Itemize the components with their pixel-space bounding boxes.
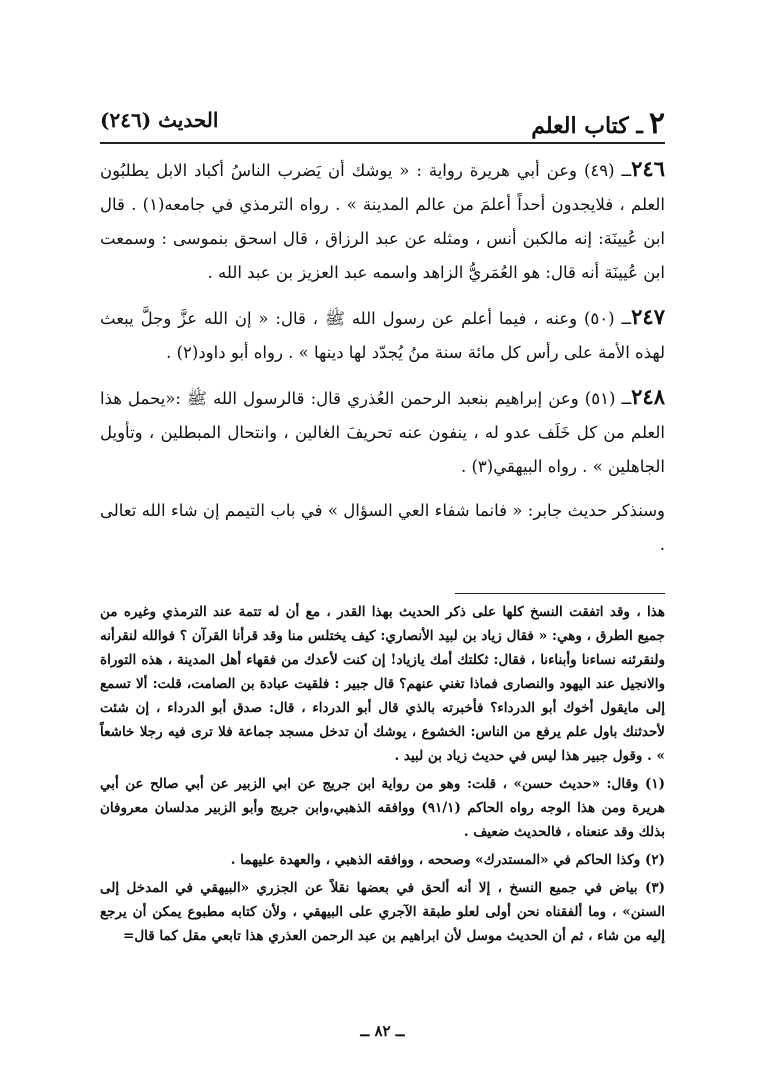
footnote-separator: [455, 593, 665, 594]
hadith-text: ــ (٥٠) وعنه ، فيما أعلم عن رسول الله ﷺ ، قال: « إن الله عزَّ وجلَّ يبعث لهذه الأمة على رأس كل مائة سنة منُ يُجدّد لها دينها » . رواه أبو داود(٢) .: [100, 309, 665, 362]
hadith-range: الحديث (٢٤٦): [100, 108, 219, 132]
hadith-text: ــ (٥١) وعن إبراهيم بنعبد الرحمن العُذري قال: قالرسول الله ﷺ :«يحمل هذا العلم من كل خَلَف عدو له ، ينفون عنه تحريفَ الغالين ، وانتحال المبطلين ، وتأويل الجاهلين » . رواه البيهقي(٣) .: [100, 389, 665, 476]
hadith-number: ٢٤٧: [631, 304, 665, 329]
hadith-text: ــ (٤٩) وعن أبي هريرة رواية : « يوشك أن يَضرب الناسُ أكباد الابل يطلبُون العلم ، فلايجدون أحداً أعلمَ من عالم المدينة » . رواه الترمذي في جامعه(١) . قال ابن عُيينَة: إنه مالكبن أنس ، ومثله عن عبد الرزاق ، قال اسحق بنموسى : وسمعت ابن عُيينَة أنه قال: هو العُمَريُّ الزاهد واسمه عبد العزيز بن عبد الله .: [100, 161, 666, 282]
chapter-title: ـ كتاب العلم: [531, 113, 643, 139]
hadith-paragraph: [100, 380, 665, 484]
page-number: ــ ٨٢ ــ: [360, 1022, 405, 1040]
footnote-2: (٢) وكذا الحاكم في «المستدرك» وصححه ، ووافقه الذهبي ، والعهدة عليهما .: [230, 852, 665, 868]
hadith-number: ٢٤٦: [631, 156, 665, 181]
hadith-paragraph: [100, 300, 665, 370]
footnote-3: (٣) بياض في جميع النسخ ، إلا أنه ألحق في بعضها نقلاً عن الجزري «البيهقي في المدخل إلى السنن» ، وما ألفقناه نحن أولى لعلو طبقة الآجري على البيهقي ، ولأن كتابه مطبوع يمكن أن يرجع إليه من شاء ، ثم أن الحديث موسل لأن ابراهيم بن عبد الرحمن العذري هذا تابعي مقل كما قال=: [100, 880, 665, 944]
running-header: [100, 100, 665, 144]
hadith-number: ٢٤٨: [631, 384, 665, 409]
footnote-1: (١) وقال: «حديث حسن» ، قلت: وهو من رواية ابن جريج عن ابي الزبير عن أبي صالح عن أبي هريرة ومن هذا الوجه رواه الحاكم (٩١/١) ووافقه الذهبي،وابن جريج وأبو الزبير مدلسان معروفان بذلك وقد عنعناه ، فالحديث ضعيف .: [100, 776, 665, 840]
footnotes: [100, 600, 665, 952]
closing-text: وسنذكر حديث جابر: « فانما شفاء العي السؤال » في باب التيمم إن شاء الله تعالى .: [100, 501, 665, 554]
footnote-continuation: هذا ، وقد اتفقت النسخ كلها على ذكر الحديث بهذا القدر ، مع أن له تتمة عند الترمذي وغيره من جميع الطرق ، وهي: « فقال زياد بن لبيد الأنصاري: كيف يختلس منا وقد قرأنا القرآن ؟ فوالله لنقرأنه ولنقرئنه نساءنا وأبناءنا ، فقال: ثكلتك أمك يازياد! إن كنت لأعدك من فقهاء أهل المدينة ، هذه التوراة والانجيل عند اليهود والنصارى فماذا تغني عنهم؟ قال جبير : فلقيت عبادة بن الصامت، قلت: ألا تسمع إلى مايقول أخوك أبو الدرداء؟ فأخبرته بالذي قال أبو الدرداء ، قال: صدق أبو الدرداء ، إن شئت لأحدثنك باول علم يرفع من الناس: الخشوع ، يوشك أن تدخل مسجد جماعة فلا ترى فيه رجلا خاشعاً » . وقول جبير هذا ليس في حديث زياد بن لبيد .: [100, 604, 665, 764]
closing-note: [100, 494, 665, 562]
main-text: [100, 152, 665, 572]
chapter-number: ٢: [648, 106, 665, 141]
hadith-paragraph: [100, 152, 665, 290]
chapter-heading: [531, 106, 665, 141]
